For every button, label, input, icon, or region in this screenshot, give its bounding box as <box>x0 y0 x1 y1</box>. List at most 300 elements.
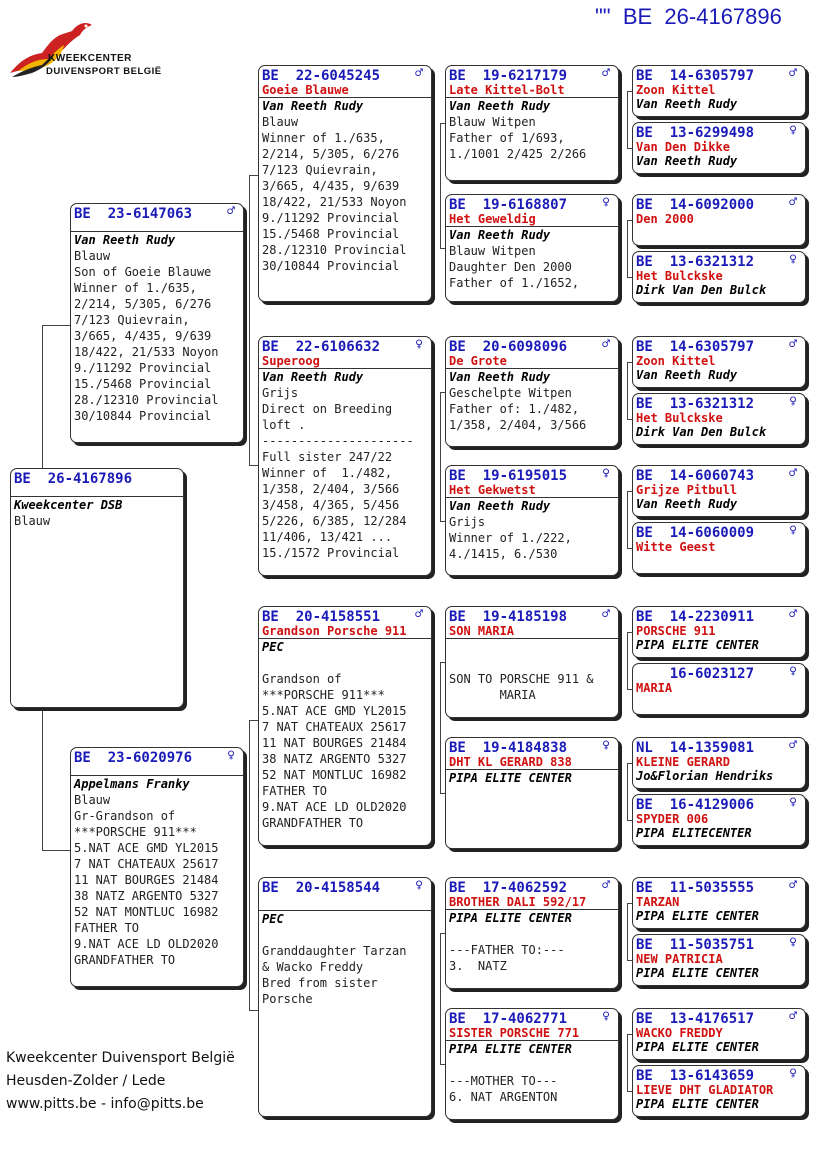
card-header <box>633 878 805 895</box>
pigeon-card-sdd <box>445 465 619 576</box>
detail-line: Father of: 1./482, <box>449 402 580 416</box>
detail-line: 18/422, 21/533 Noyon <box>262 195 407 209</box>
male-icon: ♂ <box>789 195 797 210</box>
ring-number: BE 17-4062771 <box>449 1011 568 1027</box>
detail-line <box>446 1057 618 1073</box>
tree-line <box>627 903 628 960</box>
detail-line: 9./11292 Provincial <box>74 361 212 375</box>
female-icon: ♀ <box>789 394 797 409</box>
breeder-name: PIPA ELITE CENTER <box>636 1097 759 1111</box>
pigeon-name: Het Geweldig <box>449 212 536 226</box>
pigeon-name: Het Bulckske <box>636 269 723 283</box>
ring-number: BE 13-6321312 <box>636 396 755 412</box>
female-icon: ♀ <box>602 466 610 481</box>
tree-line <box>627 220 628 277</box>
tree-line <box>627 362 628 419</box>
detail-line: Winner of 1./482, <box>262 466 393 480</box>
divider <box>446 1040 618 1041</box>
breeder-name: PEC <box>262 640 284 654</box>
breeder-name: Van Reeth Rudy <box>449 228 551 242</box>
breeder-name: Dirk Van Den Bulck <box>636 425 767 439</box>
breeder-name: PIPA ELITECENTER <box>636 826 752 840</box>
tree-line <box>627 1034 628 1091</box>
detail-line: 7 NAT CHATEAUX 25617 <box>74 857 219 871</box>
pigeon-name: Witte Geest <box>636 540 716 554</box>
detail-line: 5/226, 6/385, 12/284 <box>262 514 407 528</box>
detail-line: Geschelpte Witpen <box>449 386 572 400</box>
ring-number: BE 13-6299498 <box>636 125 755 141</box>
female-icon: ♀ <box>415 878 423 893</box>
card-header <box>259 337 431 354</box>
pigeon-name: Van Den Dikke <box>636 140 730 154</box>
detail-line: Winner of 1./635, <box>74 281 197 295</box>
pigeon-card-g3 <box>632 194 806 246</box>
ring-number: 16-6023127 <box>636 666 755 682</box>
divider <box>259 638 431 639</box>
pigeon-name: Het Bulckske <box>636 411 723 425</box>
title-ring: BE 26-4167896 <box>622 4 782 29</box>
breeder-name: Jo&Florian Hendriks <box>636 769 774 783</box>
breeder-name: Dirk Van Den Bulck <box>636 283 767 297</box>
ring-number: BE 20-4158544 <box>262 880 381 896</box>
ring-number: BE 14-6060743 <box>636 468 755 484</box>
pigeon-card-dam <box>70 747 244 987</box>
female-icon: ♀ <box>789 795 797 810</box>
divider <box>71 231 243 232</box>
detail-line: Direct on Breeding <box>262 402 393 416</box>
breeder-name: PIPA ELITE CENTER <box>449 911 572 925</box>
male-icon: ♂ <box>789 1009 797 1024</box>
breeder-name: Appelmans Franky <box>74 777 190 791</box>
female-icon: ♀ <box>227 748 235 763</box>
card-header <box>633 935 805 952</box>
detail-line <box>259 927 431 943</box>
detail-line: 2/214, 5/305, 6/276 <box>262 147 400 161</box>
pigeon-name: Late Kittel-Bolt <box>449 83 565 97</box>
tree-line <box>440 123 441 248</box>
kweekcenter-logo <box>8 15 188 79</box>
pigeon-card-g2 <box>632 122 806 174</box>
detail-line: 28./12310 Provincial <box>74 393 219 407</box>
detail-line: 6. NAT ARGENTON <box>449 1090 558 1104</box>
pigeon-card-g14 <box>632 934 806 986</box>
pigeon-card-dds <box>445 877 619 989</box>
divider <box>446 497 618 498</box>
breeder-name: PIPA ELITE CENTER <box>449 1042 572 1056</box>
pigeon-name: SPYDER 006 <box>636 812 709 826</box>
male-icon: ♂ <box>789 66 797 81</box>
breeder-name: Van Reeth Rudy <box>636 97 738 111</box>
tree-line <box>42 325 70 326</box>
detail-line: 5.NAT ACE GMD YL2015 <box>74 841 219 855</box>
pigeon-name: MARIA <box>636 681 673 695</box>
detail-line: Father of 1./1652, <box>449 276 580 290</box>
detail-line: 9.NAT ACE LD OLD2020 <box>74 937 219 951</box>
pigeon-card-g1 <box>632 65 806 117</box>
detail-line: 11/406, 13/421 ... <box>262 530 393 544</box>
logo-line-1: KWEEKCENTER <box>48 53 132 64</box>
card-header <box>446 195 618 212</box>
tree-line <box>440 392 441 521</box>
card-header <box>633 123 805 140</box>
detail-line: Bred from sister <box>262 976 378 990</box>
breeder-name: PIPA ELITE CENTER <box>636 966 759 980</box>
female-icon: ♀ <box>789 1066 797 1081</box>
ring-number: BE 22-6045245 <box>262 68 381 84</box>
ring-number: BE 20-4158551 <box>262 609 381 625</box>
page-title <box>595 4 782 30</box>
ring-number: BE 16-4129006 <box>636 797 755 813</box>
detail-line: FATHER TO <box>74 921 140 935</box>
pigeon-name: KLEINE GERARD <box>636 755 730 769</box>
tree-line <box>249 465 258 466</box>
male-icon: ♂ <box>227 204 235 219</box>
male-icon: ♂ <box>602 337 610 352</box>
pigeon-name: TARZAN <box>636 895 680 909</box>
detail-line: Blauw Witpen <box>449 244 536 258</box>
card-header <box>446 607 618 624</box>
tree-line <box>440 662 441 793</box>
breeder-name: PIPA ELITE CENTER <box>636 638 759 652</box>
tree-line <box>440 933 441 1064</box>
divider <box>446 97 618 98</box>
detail-line: 7/123 Quievrain, <box>74 313 190 327</box>
detail-line: 30/10844 Provincial <box>262 259 400 273</box>
pigeon-card-g16 <box>632 1065 806 1117</box>
male-icon: ♂ <box>602 66 610 81</box>
card-header <box>259 66 431 83</box>
pigeon-card-g7 <box>632 465 806 517</box>
pigeon-card-g12 <box>632 794 806 846</box>
detail-line: GRANDFATHER TO <box>74 953 176 967</box>
detail-line: Blauw <box>262 115 299 129</box>
detail-line: 52 NAT MONTLUC 16982 <box>74 905 219 919</box>
tree-line <box>42 325 43 468</box>
female-icon: ♀ <box>789 935 797 950</box>
ring-number: BE 22-6106632 <box>262 339 381 355</box>
pigeon-card-g8 <box>632 522 806 574</box>
detail-line: 7/123 Quievrain, <box>262 163 378 177</box>
detail-line: 3. NATZ <box>449 959 507 973</box>
male-icon: ♂ <box>415 66 423 81</box>
pigeon-name: Zoon Kittel <box>636 354 716 368</box>
card-header <box>633 607 805 624</box>
detail-line: Daughter Den 2000 <box>449 260 572 274</box>
pigeon-card-ds <box>258 606 432 846</box>
card-header <box>633 1009 805 1026</box>
detail-line: Gr-Grandson of <box>74 809 176 823</box>
female-icon: ♀ <box>789 523 797 538</box>
ring-number: BE 19-6217179 <box>449 68 568 84</box>
male-icon: ♂ <box>602 878 610 893</box>
card-header <box>633 738 805 755</box>
ring-number: BE 11-5035555 <box>636 880 755 896</box>
card-header <box>633 195 805 212</box>
breeder-name: Van Reeth Rudy <box>636 497 738 511</box>
pigeon-card-sd <box>258 336 432 576</box>
pigeon-card-dd <box>258 877 432 1117</box>
detail-line: GRANDFATHER TO <box>262 816 364 830</box>
detail-line: FATHER TO <box>262 784 328 798</box>
breeder-name: Kweekcenter DSB <box>14 498 123 512</box>
detail-line: Porsche <box>262 992 313 1006</box>
pigeon-name: LIEVE DHT GLADIATOR <box>636 1083 774 1097</box>
detail-line: 15./1572 Provincial <box>262 546 400 560</box>
ring-number: BE 17-4062592 <box>449 880 568 896</box>
card-header <box>446 1009 618 1026</box>
detail-line: Blauw <box>14 514 51 528</box>
female-icon: ♀ <box>789 123 797 138</box>
card-header <box>259 878 431 895</box>
tree-line <box>627 91 628 148</box>
ring-number: NL 14-1359081 <box>636 740 755 756</box>
detail-line: 38 NATZ ARGENTO 5327 <box>74 889 219 903</box>
breeder-name: Van Reeth Rudy <box>636 154 738 168</box>
detail-line: Blauw <box>74 249 111 263</box>
detail-line: ***PORSCHE 911*** <box>74 825 197 839</box>
detail-line: 18/422, 21/533 Noyon <box>74 345 219 359</box>
pigeon-card-sds <box>445 336 619 447</box>
pigeon-name: Grijze Pitbull <box>636 483 738 497</box>
breeder-name: Van Reeth Rudy <box>262 99 364 113</box>
detail-line: Grijs <box>262 386 299 400</box>
detail-line: Grandson of <box>262 672 342 686</box>
pigeon-card-g9 <box>632 606 806 658</box>
card-header <box>11 469 183 486</box>
pigeon-card-dsd <box>445 737 619 849</box>
detail-line: Granddaughter Tarzan <box>262 944 407 958</box>
detail-line: 52 NAT MONTLUC 16982 <box>262 768 407 782</box>
detail-line <box>446 639 618 655</box>
pigeon-name: SISTER PORSCHE 771 <box>449 1026 580 1040</box>
detail-line: 3/665, 4/435, 9/639 <box>74 329 212 343</box>
detail-line <box>446 655 618 671</box>
breeder-name: Van Reeth Rudy <box>74 233 176 247</box>
female-icon: ♀ <box>415 337 423 352</box>
detail-line: --------------------- <box>262 434 414 448</box>
male-icon: ♂ <box>789 337 797 352</box>
detail-line: 15./5468 Provincial <box>74 377 212 391</box>
pigeon-card-dss <box>445 606 619 718</box>
female-icon: ♀ <box>602 738 610 753</box>
tree-line <box>249 175 250 465</box>
pigeon-name: Het Gekwetst <box>449 483 536 497</box>
detail-line: MARIA <box>449 688 536 702</box>
card-header <box>633 337 805 354</box>
detail-line: Son of Goeie Blauwe <box>74 265 212 279</box>
tree-line <box>42 708 43 850</box>
pigeon-card-g15 <box>632 1008 806 1060</box>
card-header <box>446 466 618 483</box>
footer-location: Heusden-Zolder / Lede <box>6 1073 166 1089</box>
detail-line: Grijs <box>449 515 486 529</box>
card-header <box>633 1066 805 1083</box>
breeder-name: Van Reeth Rudy <box>449 499 551 513</box>
detail-line: 1/358, 2/404, 3/566 <box>262 482 400 496</box>
breeder-name: PIPA ELITE CENTER <box>636 1040 759 1054</box>
pigeon-card-ddd <box>445 1008 619 1120</box>
ring-number: BE 14-6060009 <box>636 525 755 541</box>
card-header <box>71 748 243 765</box>
detail-line: 5.NAT ACE GMD YL2015 <box>262 704 407 718</box>
divider <box>446 909 618 910</box>
female-icon: ♀ <box>789 252 797 267</box>
pigeon-card-sss <box>445 65 619 181</box>
detail-line: ---MOTHER TO--- <box>449 1074 558 1088</box>
detail-line: 1/358, 2/404, 3/566 <box>449 418 587 432</box>
pigeon-name: De Grote <box>449 354 507 368</box>
divider <box>446 368 618 369</box>
tree-line <box>627 632 628 689</box>
card-header <box>446 66 618 83</box>
pigeon-card-g4 <box>632 251 806 303</box>
detail-line: ***PORSCHE 911*** <box>262 688 385 702</box>
detail-line: Full sister 247/22 <box>262 450 393 464</box>
breeder-name: Van Reeth Rudy <box>636 368 738 382</box>
ring-number: BE 19-4185198 <box>449 609 568 625</box>
ring-number: BE 26-4167896 <box>14 471 133 487</box>
ring-number: BE 14-6305797 <box>636 339 755 355</box>
detail-line: 28./12310 Provincial <box>262 243 407 257</box>
pigeon-card-g5 <box>632 336 806 388</box>
card-header <box>633 394 805 411</box>
card-header <box>633 795 805 812</box>
card-header <box>446 878 618 895</box>
ring-number: BE 11-5035751 <box>636 937 755 953</box>
detail-line: 9./11292 Provincial <box>262 211 400 225</box>
detail-line: 3/665, 4/435, 9/639 <box>262 179 400 193</box>
pigeon-card-g11 <box>632 737 806 789</box>
ring-number: BE 14-2230911 <box>636 609 755 625</box>
ring-number: BE 19-6195015 <box>449 468 568 484</box>
male-icon: ♂ <box>789 607 797 622</box>
male-icon: ♂ <box>602 607 610 622</box>
pigeon-card-g6 <box>632 393 806 445</box>
card-header <box>633 66 805 83</box>
male-icon: ♂ <box>789 878 797 893</box>
female-icon: ♀ <box>602 195 610 210</box>
ring-number: BE 13-4176517 <box>636 1011 755 1027</box>
male-icon: ♂ <box>789 466 797 481</box>
divider <box>259 910 431 911</box>
title-prefix: "" <box>595 4 611 29</box>
detail-line: 3/458, 4/365, 5/456 <box>262 498 400 512</box>
pigeon-card-g10 <box>632 663 806 715</box>
pigeon-name: PORSCHE 911 <box>636 624 716 638</box>
detail-line: Winner of 1./635, <box>262 131 385 145</box>
footer-contact[interactable]: www.pitts.be - info@pitts.be <box>6 1096 204 1112</box>
card-header <box>71 204 243 221</box>
breeder-name: Van Reeth Rudy <box>449 99 551 113</box>
tree-line <box>249 175 258 176</box>
ring-number: BE 13-6143659 <box>636 1068 755 1084</box>
breeder-name: Van Reeth Rudy <box>449 370 551 384</box>
detail-line: 2/214, 5/305, 6/276 <box>74 297 212 311</box>
divider <box>446 769 618 770</box>
pigeon-name: Den 2000 <box>636 212 694 226</box>
detail-line: Blauw <box>74 793 111 807</box>
detail-line: 7 NAT CHATEAUX 25617 <box>262 720 407 734</box>
ring-number: BE 13-6321312 <box>636 254 755 270</box>
tree-line <box>249 720 250 1010</box>
divider <box>259 97 431 98</box>
male-icon: ♂ <box>789 738 797 753</box>
tree-line <box>42 850 70 851</box>
detail-line <box>259 655 431 671</box>
pigeon-card-ss <box>258 65 432 302</box>
pigeon-name: SON MARIA <box>449 624 515 638</box>
ring-number: BE 19-6168807 <box>449 197 568 213</box>
pigeon-name: DHT KL GERARD 838 <box>449 755 572 769</box>
detail-line: 9.NAT ACE LD OLD2020 <box>262 800 407 814</box>
breeder-name: PIPA ELITE CENTER <box>636 909 759 923</box>
ring-number: BE 19-4184838 <box>449 740 568 756</box>
tree-line <box>249 720 258 721</box>
card-header <box>633 664 805 681</box>
female-icon: ♀ <box>789 664 797 679</box>
detail-line: 30/10844 Provincial <box>74 409 212 423</box>
detail-line: Father of 1/693, <box>449 131 565 145</box>
card-header <box>633 466 805 483</box>
ring-number: BE 23-6147063 <box>74 206 193 222</box>
breeder-name: PIPA ELITE CENTER <box>449 771 572 785</box>
card-header <box>633 252 805 269</box>
divider <box>259 368 431 369</box>
pigeon-name: NEW PATRICIA <box>636 952 723 966</box>
detail-line: 1./1001 2/425 2/266 <box>449 147 587 161</box>
male-icon: ♂ <box>415 607 423 622</box>
card-header <box>446 738 618 755</box>
pigeon-name: BROTHER DALI 592/17 <box>449 895 587 909</box>
ring-number: BE 20-6098096 <box>449 339 568 355</box>
breeder-name: Van Reeth Rudy <box>262 370 364 384</box>
detail-line: Blauw Witpen <box>449 115 536 129</box>
divider <box>446 226 618 227</box>
pigeon-name: Grandson Porsche 911 <box>262 624 407 638</box>
ring-number: BE 14-6092000 <box>636 197 755 213</box>
card-header <box>446 337 618 354</box>
detail-line: SON TO PORSCHE 911 & <box>449 672 594 686</box>
detail-line: 11 NAT BOURGES 21484 <box>262 736 407 750</box>
detail-line: & Wacko Freddy <box>262 960 364 974</box>
logo-line-2: DUIVENSPORT BELGIË <box>46 66 162 77</box>
tree-line <box>249 1010 258 1011</box>
tree-line <box>627 491 628 548</box>
pigeon-name: Zoon Kittel <box>636 83 716 97</box>
pigeon-card-g13 <box>632 877 806 929</box>
detail-line: 11 NAT BOURGES 21484 <box>74 873 219 887</box>
footer-company: Kweekcenter Duivensport België <box>6 1050 235 1066</box>
detail-line: Winner of 1./222, <box>449 531 572 545</box>
pigeon-name: Goeie Blauwe <box>262 83 349 97</box>
card-header <box>633 523 805 540</box>
pigeon-name: Superoog <box>262 354 320 368</box>
pigeon-card-ssd <box>445 194 619 302</box>
card-header <box>259 607 431 624</box>
footer <box>6 1047 235 1116</box>
divider <box>71 775 243 776</box>
pigeon-card-sire <box>70 203 244 443</box>
detail-line: 4./1415, 6./530 <box>449 547 558 561</box>
detail-line: 15./5468 Provincial <box>262 227 400 241</box>
female-icon: ♀ <box>602 1009 610 1024</box>
ring-number: BE 14-6305797 <box>636 68 755 84</box>
detail-line: ---FATHER TO:--- <box>449 943 565 957</box>
detail-line: loft . <box>262 418 306 432</box>
ring-number: BE 23-6020976 <box>74 750 193 766</box>
breeder-name: PEC <box>262 912 284 926</box>
divider <box>11 496 183 497</box>
